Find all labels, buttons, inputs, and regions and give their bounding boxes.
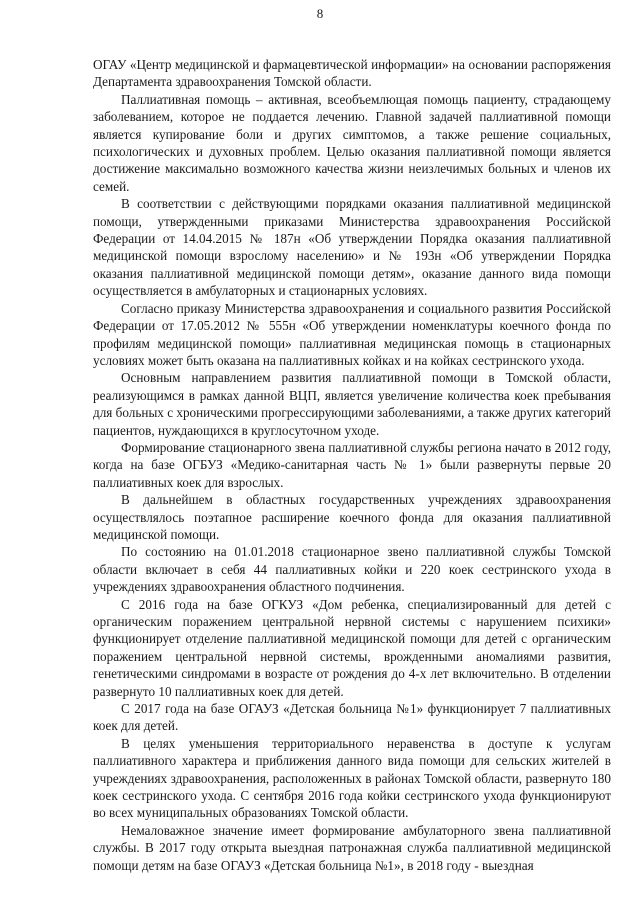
paragraph-rural-access: В целях уменьшения территориального неравенства в доступе к услугам паллиативного характера и приближения данного вида помощи для сельских жителей в учреждениях здравоохранения, расположенных в районах Томской области, развернуто 180 коек сестринского ухода. С сентября 2016 года койки сестринского ухода функционируют во всех муниципальных образованиях Томской области. — [93, 735, 611, 821]
paragraph-children-home: С 2016 года на базе ОГКУЗ «Дом ребенка, специализированный для детей с органическим поражением центральной нервной системы с нарушением психики» функционирует отделение паллиативной медицинской помощи для детей с органическим поражением центральной нервной системы, врожденными аномалиями развития, генетическими синдромами в возрасте от рождения до 4-х лет включительно. В отделении развернуто 10 паллиативных коек для детей. — [93, 596, 611, 699]
paragraph-outpatient: Немаловажное значение имеет формирование амбулаторного звена паллиативной службы. В 2017 году открыта выездная патронажная служба паллиативной медицинской помощи детям на базе ОГАУЗ «Детская больница №1», в 2018 году - выездная — [93, 822, 611, 873]
paragraph-continuation: ОГАУ «Центр медицинской и фармацевтической информации» на основании распоряжения Департамента здравоохранения Томской области. — [93, 57, 611, 90]
paragraph-palliative-definition: Паллиативная помощь – активная, всеобъемлющая помощь пациенту, страдающему заболеванием, которое не поддается лечению. Главной задачей паллиативной помощи является купирование боли и других симптомов, а также решение социальных, психологических и духовных проблем. Целью оказания паллиативной помощи является достижение максимально возможного качества жизни неизлечимых больных и членов их семей. — [93, 91, 611, 194]
paragraph-expansion: В дальнейшем в областных государственных учреждениях здравоохранения осуществлялось поэтапное расширение коечного фонда для оказания паллиативной медицинской помощи. — [93, 492, 611, 542]
document-body — [93, 56, 611, 874]
paragraph-orders: В соответствии с действующими порядками оказания паллиативной медицинской помощи, утвержденными приказами Министерства здравоохранения Российской Федерации от 14.04.2015 № 187н «Об утверждении Порядка оказания паллиативной медицинской помощи взрослому населению» и № 193н «Об утверждении Порядка оказания паллиативной медицинской помощи детям», оказание данного вида помощи осуществляется в амбулаторных и стационарных условиях. — [93, 196, 611, 299]
page-number: 8 — [316, 6, 324, 21]
paragraph-status-2018: По состоянию на 01.01.2018 стационарное звено паллиативной службы Томской области включает в себя 44 паллиативных койки и 220 коек сестринского ухода в учреждениях здравоохранения областного подчинения. — [93, 544, 611, 595]
paragraph-order-555n: Согласно приказу Министерства здравоохранения и социального развития Российской Федерации от 17.05.2012 № 555н «Об утверждении номенклатуры коечного фонда по профилям медицинской помощи» паллиативная медицинская помощь в стационарных условиях может быть оказана на паллиативных койках и на койках сестринского ухода. — [93, 300, 611, 368]
paragraph-formation-2012: Формирование стационарного звена паллиативной службы региона начато в 2012 году, когда на базе ОГБУЗ «Медико-санитарная часть № 1» были развернуты первые 20 паллиативных коек для взрослых. — [93, 439, 611, 490]
paragraph-main-direction: Основным направлением развития паллиативной помощи в Томской области, реализующимся в рамках данной ВЦП, является увеличение количества коек пребывания для больных с хроническими прогрессирующими заболеваниями, а также других категорий пациентов, нуждающихся в круглосуточном уходе. — [93, 370, 611, 438]
paragraph-childrens-hospital: С 2017 года на базе ОГАУЗ «Детская больница №1» функционирует 7 паллиативных коек для детей. — [93, 701, 611, 734]
